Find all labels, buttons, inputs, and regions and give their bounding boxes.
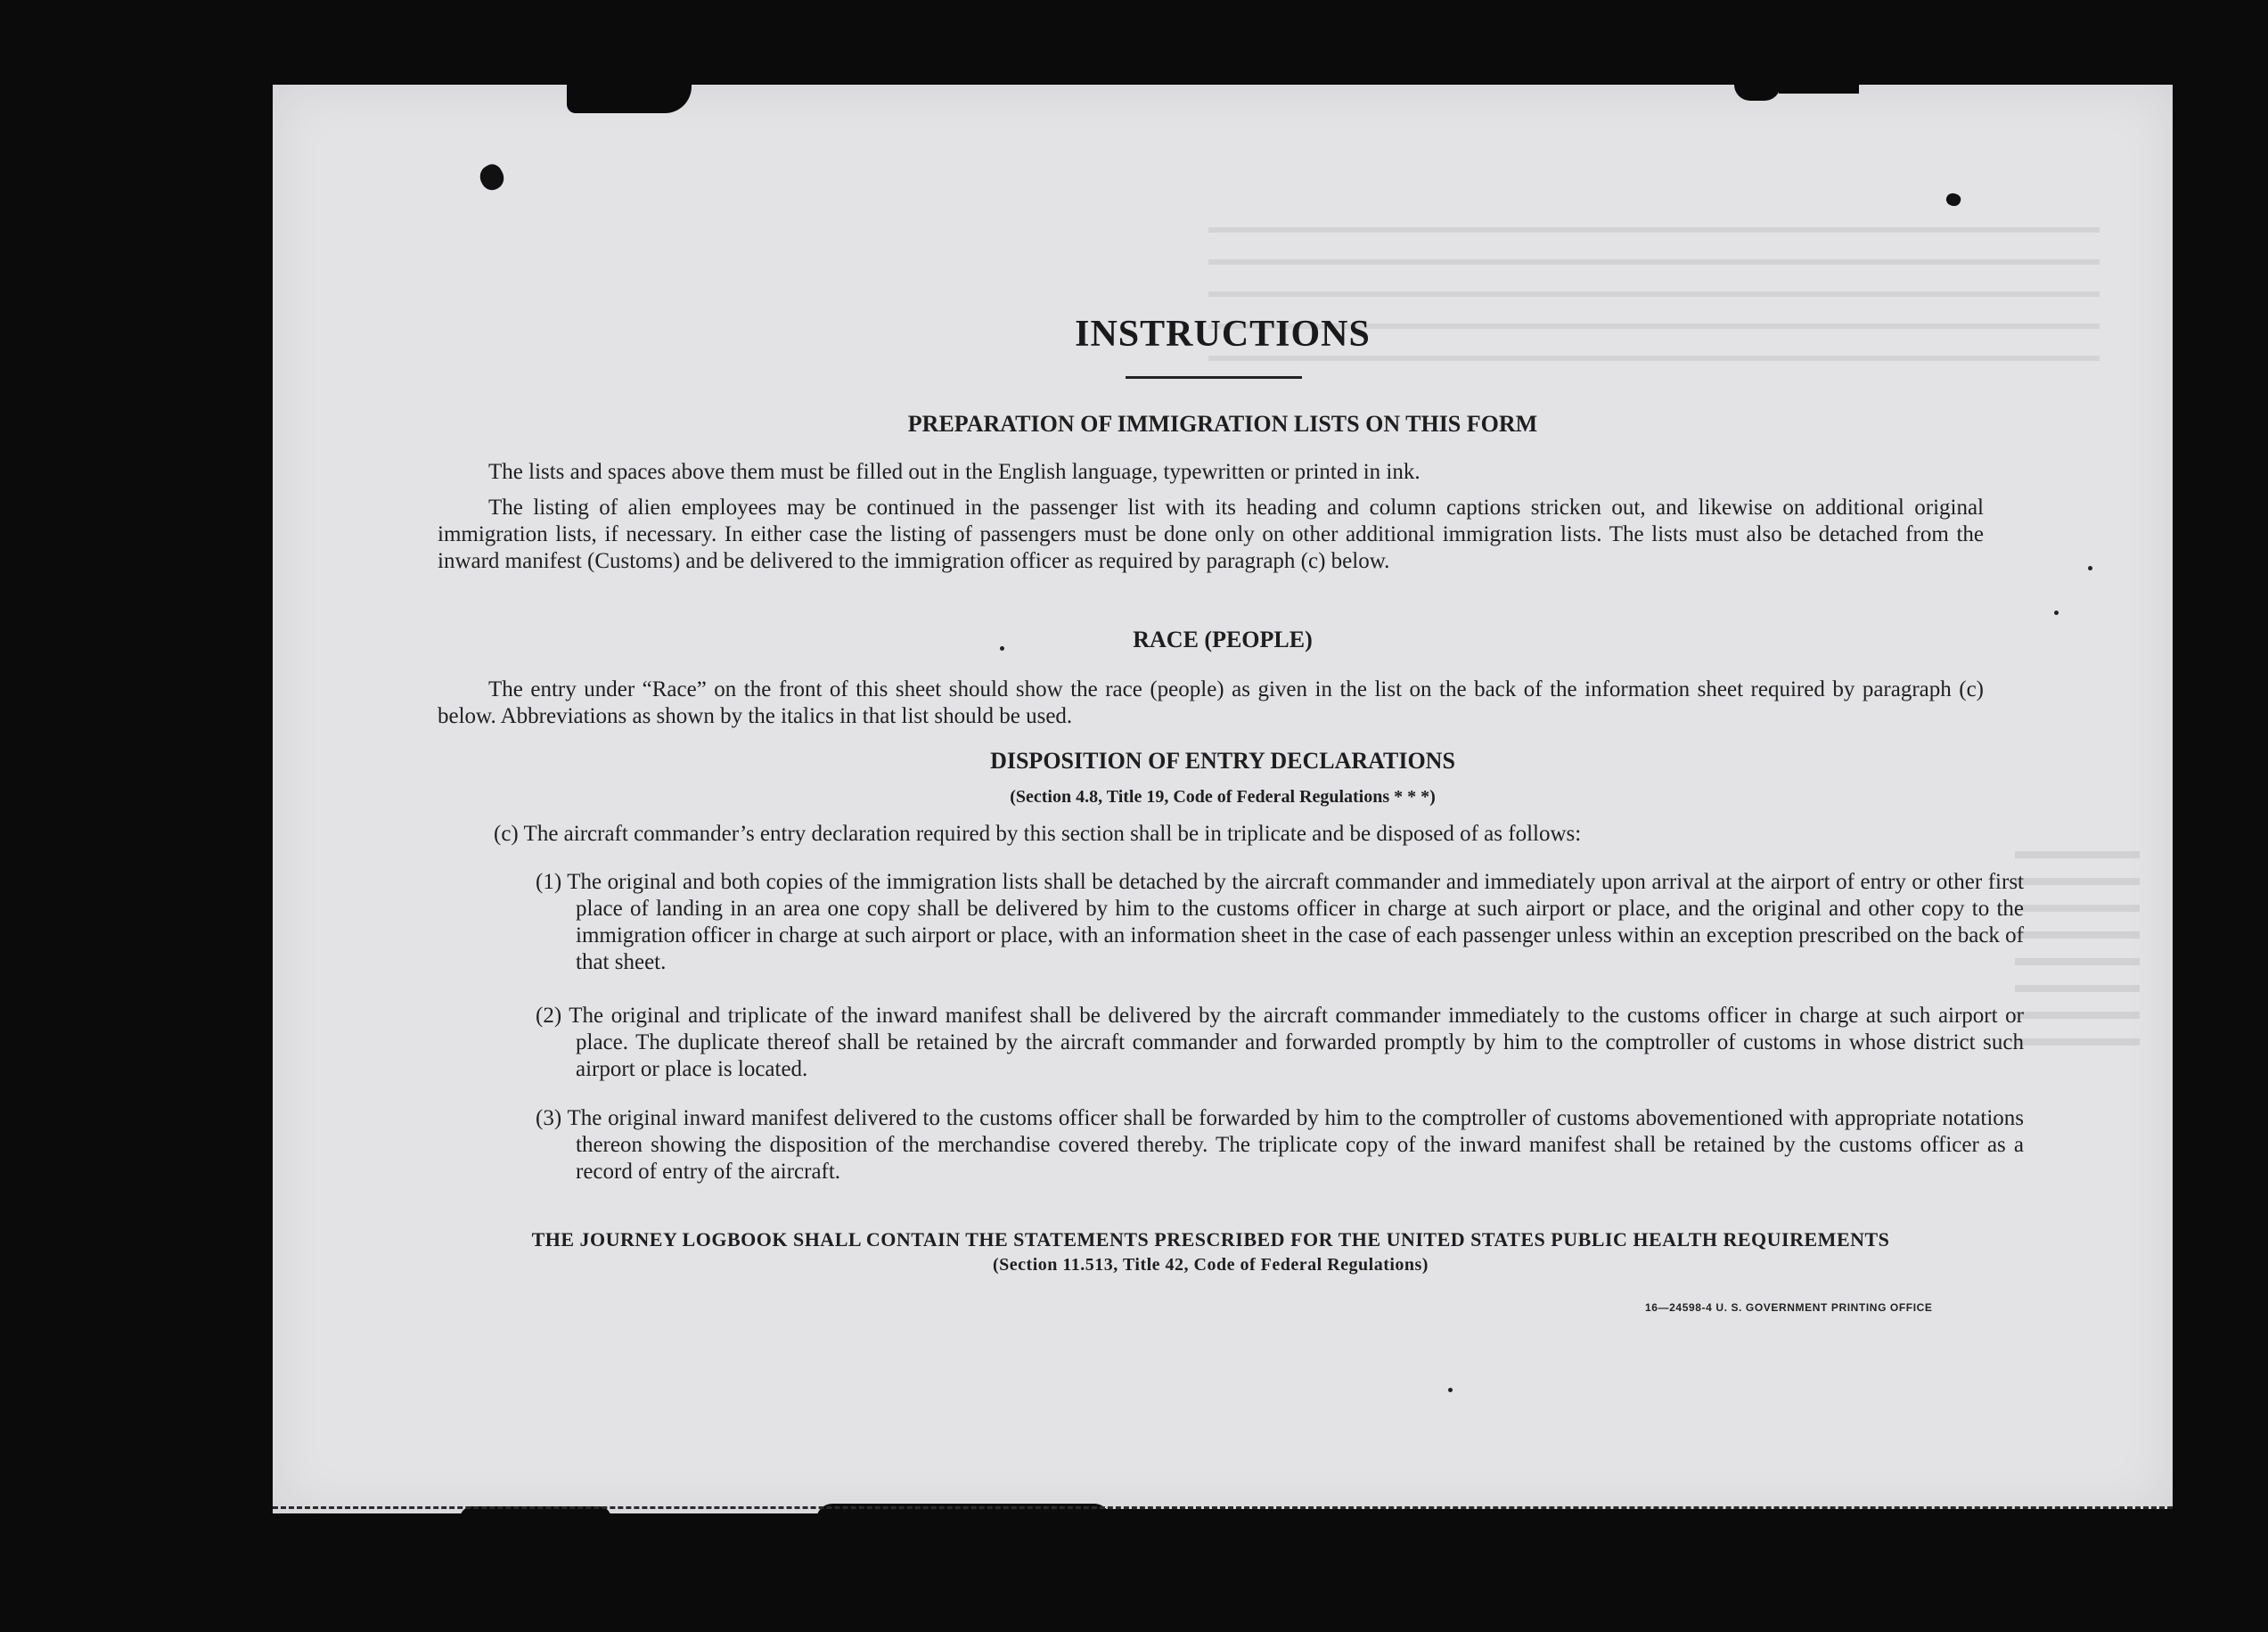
- section-heading-race: RACE (PEOPLE): [1133, 627, 1313, 652]
- perforation-line: [273, 1506, 2173, 1509]
- ink-blot: [1945, 192, 1962, 209]
- printing-office-code: 16—24598-4 U. S. GOVERNMENT PRINTING OFFICE: [1645, 1301, 1933, 1314]
- bleed-through-column: [2015, 851, 2140, 1065]
- torn-edge: [1075, 1509, 2173, 1518]
- torn-edge: [567, 85, 692, 113]
- paragraph-preparation-2: The listing of alien employees may be continued in the passenger list with its heading and column captions stricken out, and likewise on additional original immigration lists, if necessary. In either case the listing of passengers must be done only on other additional immigration lists. The lists must also be detached from the inward manifest (Customs) and be delivered to the immigration officer as required by paragraph (c) below.: [438, 496, 1984, 573]
- list-item-2: (2) The original and triplicate of the inward manifest shall be delivered by the aircraft commander immediately to the customs officer in charge at such airport or place. The duplicate thereof shall be retained by the aircraft commander and forwarded promptly by him to the comptroller of customs in whose district such airport or place is located.: [536, 1004, 2024, 1081]
- section-heading-disposition: DISPOSITION OF ENTRY DECLARATIONS: [990, 748, 1455, 774]
- footer-statement: THE JOURNEY LOGBOOK SHALL CONTAIN THE STATEMENTS PRESCRIBED FOR THE UNITED STATES PUBLIC HEALTH REQUIREMENTS: [531, 1228, 1890, 1251]
- paragraph-preparation-1: The lists and spaces above them must be filled out in the English language, typewritten or printed in ink.: [488, 460, 1421, 484]
- section-subheading-disposition: (Section 4.8, Title 19, Code of Federal Regulations * * *): [1010, 787, 1436, 807]
- speck: [1448, 1388, 1453, 1392]
- speck: [2088, 566, 2092, 570]
- document-page: [273, 85, 2173, 1513]
- page-title: INSTRUCTIONS: [1075, 314, 1371, 355]
- section-heading-preparation: PREPARATION OF IMMIGRATION LISTS ON THIS FORM: [907, 411, 1538, 437]
- paragraph-disposition-intro: (c) The aircraft commander’s entry declaration required by this section shall be in triplicate and be disposed of as follows:: [494, 822, 1582, 846]
- torn-edge: [460, 1506, 611, 1524]
- torn-edge: [1779, 85, 1859, 94]
- torn-edge: [1734, 85, 1781, 101]
- list-item-3: (3) The original inward manifest delivered to the customs officer shall be forwarded by him to the comptroller of customs abovementioned with appropriate notations thereon showing the disposition of the merchandise covered thereby. The triplicate copy of the inward manifest shall be retained by the customs officer as a record of entry of the aircraft.: [536, 1106, 2024, 1184]
- footer-citation: (Section 11.513, Title 42, Code of Federal Regulations): [993, 1255, 1429, 1275]
- title-underline: [1126, 376, 1302, 379]
- paragraph-race: The entry under “Race” on the front of this sheet should show the race (people) as given in the list on the back of the information sheet required by paragraph (c) below. Abbreviations as shown by the italics in that list should be used.: [438, 677, 1984, 728]
- list-item-1: (1) The original and both copies of the immigration lists shall be detached by the aircraft commander and immediately upon arrival at the airport of entry or other first place of landing in an area one copy shall be delivered by him to the customs officer in charge at such airport or place, and the original and other copy to the immigration officer in charge at such airport or place, with an information sheet in the case of each passenger unless within an exception prescribed on the back of that sheet.: [536, 870, 2024, 974]
- speck: [2054, 611, 2059, 615]
- ink-blot: [476, 160, 509, 193]
